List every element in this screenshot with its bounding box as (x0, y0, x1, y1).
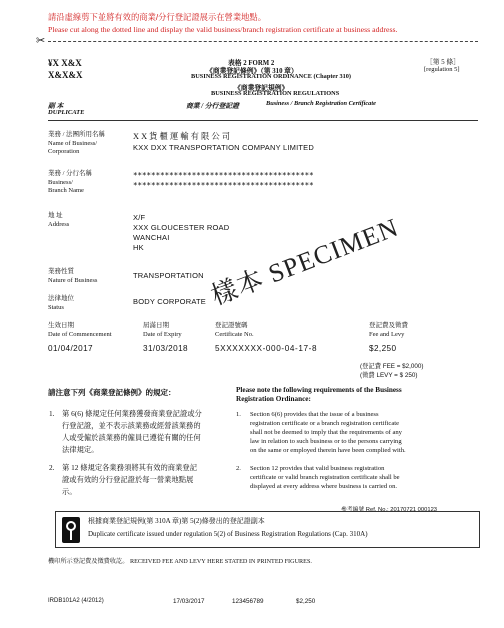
address-line-1: X/F (133, 213, 146, 222)
address-line-2: XXX GLOUCESTER ROAD (133, 223, 230, 232)
footer-number: 123456789 (232, 598, 264, 605)
note-cn-2-number: 2. (49, 463, 55, 472)
note-en-1-line-4: law in relation to such business or to the persons carrying (250, 438, 402, 445)
note-en-2-line-1: Section 12 provides that valid business registration (250, 465, 385, 472)
duplicate-issue-cn: 根據商業登記規例(第 310A 章)第 5(2)條發出的登記證副本 (88, 517, 265, 525)
notes-heading-en-1: Please note the following requirements of the Business (236, 386, 402, 394)
note-cn-1-line-2: 行登記證，並不表示該業務或經營該業務的 (62, 421, 201, 430)
note-cn-2-line-2: 證或有效的分行登記證於每一營業地點展 (62, 475, 194, 484)
status-value: BODY CORPORATE (133, 297, 206, 306)
ird-logo-icon (62, 517, 80, 543)
fee-label-cn: 登記費及徵費 (369, 322, 408, 329)
business-name-en: KXX DXX TRANSPORTATION COMPANY LIMITED (133, 143, 314, 152)
expiry-value: 31/03/2018 (143, 344, 188, 353)
branch-value-1: **************************************** (133, 171, 314, 180)
ordinance-en: BUSINESS REGISTRATION ORDINANCE (Chapter 310) (191, 73, 352, 80)
reference-number: 參考編號 Ref. No.: 20170721 000123 (341, 507, 438, 513)
business-name-cn: X X 貨 櫃 運 輸 有 限 公 司 (133, 132, 231, 141)
cert-title-en: Business / Branch Registration Certificate (266, 100, 376, 107)
note-cn-1-line-1: 第 6(6) 條規定任何業務獲發商業登記證或分 (62, 409, 202, 418)
levy-breakdown: (徵費 LEVY = $ 250) (360, 372, 418, 379)
ordinance-cn: 《商業登記條例》（第 310 章） (206, 68, 298, 75)
cert-no-value: 5XXXXXXX-000-04-17-8 (215, 344, 318, 353)
expiry-label-en: Date of Expiry (143, 331, 182, 338)
note-en-1-number: 1. (236, 411, 241, 418)
form-code: IRDB101A2 (4/2012) (48, 598, 104, 604)
status-label-cn: 法律地位 (48, 295, 74, 302)
left-code-2: X&X&X (48, 70, 83, 80)
duplicate-cn: 副 本 (48, 103, 64, 110)
address-line-3: WANCHAI (133, 233, 170, 242)
address-label-cn: 地 址 (48, 212, 63, 219)
note-cn-2-line-1: 第 12 條規定各業務須將其有效的商業登記 (62, 463, 197, 472)
specimen-watermark: 樣本 SPECIMEN (207, 212, 403, 311)
name-label-en-2: Corporation (48, 148, 80, 155)
branch-label-en-1: Business/ (48, 179, 73, 186)
duplicate-en: DUPLICATE (48, 109, 85, 116)
commence-label-en: Date of Commencement (48, 331, 112, 338)
note-en-2-line-2: certificate or valid branch registration certificate shall be (250, 474, 400, 481)
note-cn-1-number: 1. (49, 409, 55, 418)
address-label-en: Address (48, 221, 70, 228)
commence-label-cn: 生效日期 (48, 322, 74, 329)
cert-no-label-cn: 登記證號碼 (215, 322, 248, 329)
note-en-2-number: 2. (236, 465, 241, 472)
nature-label-cn: 業務性質 (48, 268, 74, 275)
footer-amount: $2,250 (296, 598, 316, 605)
left-code-1: ¥X X&X (48, 58, 82, 68)
address-line-4: HK (133, 243, 144, 252)
branch-label-en-2: Branch Name (48, 187, 84, 194)
note-en-1-line-1: Section 6(6) provides that the issue of a business (250, 411, 379, 418)
regulation-ref-cn: ［第 5 條］ (426, 59, 460, 66)
fee-breakdown: (登記費 FEE = $2,000) (360, 363, 424, 370)
cert-no-label-en: Certificate No. (215, 331, 254, 338)
regulations-en: BUSINESS REGISTRATION REGULATIONS (211, 90, 340, 97)
regulation-ref-en: [regulation 5] (424, 66, 460, 73)
name-label-en-1: Name of Business/ (48, 140, 98, 147)
notes-heading-cn: 請注意下列《商業登記條例》的規定： (48, 388, 176, 397)
form-number: 表格 2 FORM 2 (228, 60, 275, 67)
fee-value: $2,250 (369, 344, 397, 353)
header-divider (48, 120, 478, 121)
cut-line (48, 41, 478, 42)
status-label-en: Status (48, 304, 64, 311)
note-en-1-line-3: shall not be deemed to imply that the requirements of any (250, 429, 402, 436)
expiry-label-cn: 屆滿日期 (143, 322, 169, 329)
branch-label-cn: 業務 / 分行名稱 (48, 170, 93, 177)
duplicate-issue-en: Duplicate certificate issued under regulation 5(2) of Business Registration Regulations (Cap. 310A) (88, 530, 368, 538)
regulations-cn: 《商業登記規例》 (234, 85, 289, 92)
notes-heading-en-2: Registration Ordinance: (236, 395, 311, 403)
instruction-cn: 請沿虛線剪下並將有效的商業/分行登記證展示在營業地點。 (48, 12, 267, 22)
cert-title-cn: 商業 / 分行登記證 (186, 103, 239, 110)
name-label-cn: 業務 / 法團所用名稱 (48, 131, 106, 138)
footer-date: 17/03/2017 (173, 598, 205, 605)
fee-label-en: Fee and Levy (369, 331, 405, 338)
nature-value: TRANSPORTATION (133, 271, 204, 280)
note-en-2-line-3: displayed at every address where business is carried on. (250, 483, 398, 490)
nature-label-en: Nature of Business (48, 277, 98, 284)
branch-value-2: **************************************** (133, 181, 314, 190)
note-en-1-line-5: on the same or employed therein have been complied with. (250, 447, 406, 454)
receipt-statement: 機印所示登記費及徵費收訖。 RECEIVED FEE AND LEVY HERE STATED IN PRINTED FIGURES. (48, 558, 312, 565)
note-cn-2-line-3: 示。 (62, 487, 77, 496)
note-cn-1-line-3: 人或受僱於該業務的僱員已遵從有關的任何 (62, 433, 201, 442)
commence-value: 01/04/2017 (48, 344, 93, 353)
note-cn-1-line-4: 法律規定。 (62, 445, 99, 454)
instruction-en: Please cut along the dotted line and display the valid business/branch registration certificate at business address. (48, 25, 398, 34)
scissors-icon: ✂ (36, 35, 46, 47)
note-en-1-line-2: registration certificate or a branch registration certificate (250, 420, 400, 427)
